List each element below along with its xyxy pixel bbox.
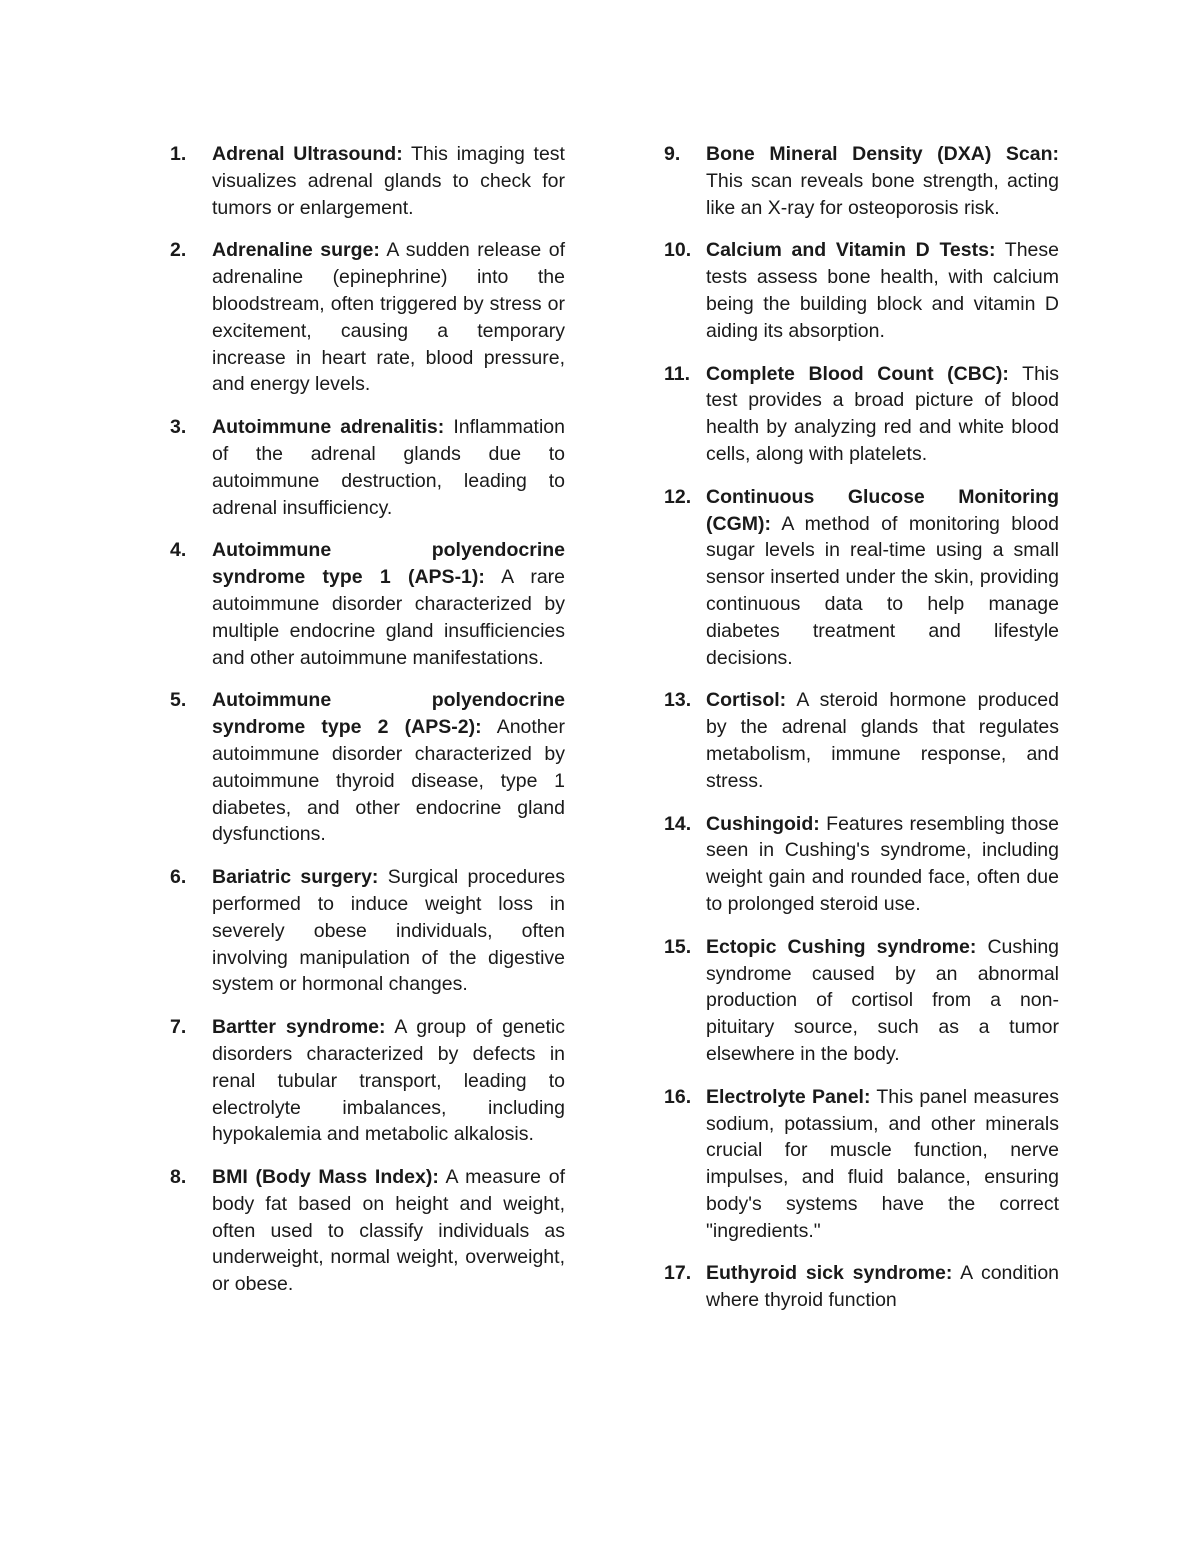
entry-description: These tests assess bone health, with calcium being the building block and vitamin D aiding its absorption. xyxy=(706,239,1059,342)
entry-number: 13. xyxy=(664,689,692,712)
glossary-entry xyxy=(170,687,565,848)
entry-term: BMI (Body Mass Index): xyxy=(212,1166,439,1189)
entry-term: Complete Blood Count (CBC): xyxy=(706,362,1009,385)
entry-description: A condition where thyroid function xyxy=(706,1262,1060,1312)
entry-number: 7. xyxy=(170,1016,187,1039)
glossary-entry xyxy=(664,811,1059,918)
entry-term: Euthyroid sick syndrome: xyxy=(706,1262,953,1285)
entry-term: Bariatric surgery: xyxy=(212,866,379,889)
entry-term: Ectopic Cushing syndrome: xyxy=(706,935,977,958)
entry-term: Autoimmune polyendocrine syndrome type 2 (APS-2): xyxy=(212,689,565,739)
entry-description: Inflammation of the adrenal glands due to autoimmune destruction, leading to adrenal insufficiency. xyxy=(212,416,565,519)
glossary-entry xyxy=(170,237,565,398)
entry-term: Continuous Glucose Monitoring (CGM): xyxy=(706,485,1059,535)
entry-term: Calcium and Vitamin D Tests: xyxy=(706,239,996,262)
glossary-entry xyxy=(664,237,1059,344)
glossary-entry xyxy=(664,934,1059,1068)
glossary-entry xyxy=(664,1084,1059,1245)
entry-term: Cushingoid: xyxy=(706,812,820,835)
entry-description: This panel measures sodium, potassium, and other minerals crucial for muscle function, nerve impulses, and fluid balance, ensuring body's systems have the correct "ingredients." xyxy=(706,1085,1059,1242)
glossary-entry xyxy=(170,864,565,998)
entry-number: 1. xyxy=(170,143,187,165)
entry-term: Autoimmune polyendocrine syndrome type 1 (APS-1): xyxy=(212,539,565,589)
entry-description: Another autoimmune disorder characterized by autoimmune thyroid disease, type 1 diabetes, and other endocrine gland dysfunctions. xyxy=(212,716,565,846)
glossary-entry xyxy=(170,141,565,221)
entry-term: Electrolyte Panel: xyxy=(706,1085,871,1108)
entry-term: Cortisol: xyxy=(706,689,787,712)
entry-term: Autoimmune adrenalitis: xyxy=(212,416,445,439)
entry-number: 17. xyxy=(664,1262,692,1285)
entry-description: Surgical procedures performed to induce weight loss in severely obese individuals, often involving manipulation of the digestive system or hormonal changes. xyxy=(212,866,565,996)
glossary-entry xyxy=(170,1014,565,1148)
entry-number: 4. xyxy=(170,539,187,562)
entry-description: A group of genetic disorders characterized by defects in renal tubular transport, leading to electrolyte imbalances, including hypokalemia and metabolic alkalosis. xyxy=(212,1016,566,1146)
entry-description: A sudden release of adrenaline (epinephrine) into the bloodstream, often triggered by stress or excitement, causing a temporary increase in heart rate, blood pressure, and energy levels. xyxy=(212,239,565,396)
entry-number: 8. xyxy=(170,1166,187,1189)
entry-number: 6. xyxy=(170,866,187,889)
glossary-entry xyxy=(664,141,1059,221)
entry-description: A measure of body fat based on height and weight, often used to classify individuals as underweight, normal weight, overweight, or obese. xyxy=(212,1166,565,1296)
entry-description: A rare autoimmune disorder characterized by multiple endocrine gland insufficiencies and other autoimmune manifestations. xyxy=(212,566,566,669)
glossary-entry xyxy=(170,414,565,521)
glossary-entry xyxy=(664,687,1059,794)
entry-number: 14. xyxy=(664,812,692,835)
right-column xyxy=(664,141,1059,1330)
entry-description: A steroid hormone produced by the adrenal glands that regulates metabolism, immune response, and stress. xyxy=(706,689,1059,792)
entry-number: 9. xyxy=(664,143,681,165)
entry-description: Features resembling those seen in Cushing's syndrome, including weight gain and rounded face, often due to prolonged steroid use. xyxy=(706,812,1060,915)
entry-term: Adrenal Ultrasound: xyxy=(212,143,403,165)
entry-term: Adrenaline surge: xyxy=(212,239,380,262)
entry-description: This scan reveals bone strength, acting like an X-ray for osteoporosis risk. xyxy=(706,169,1059,219)
entry-description: This test provides a broad picture of blood health by analyzing red and white blood cells, along with platelets. xyxy=(706,362,1059,465)
entry-term: Bone Mineral Density (DXA) Scan: xyxy=(706,143,1059,165)
entry-number: 16. xyxy=(664,1085,692,1108)
entry-description: Cushing syndrome caused by an abnormal production of cortisol from a non-pituitary source, such as a tumor elsewhere in the body. xyxy=(706,935,1060,1065)
glossary-entry xyxy=(664,361,1059,468)
entry-number: 10. xyxy=(664,239,692,262)
glossary-entry xyxy=(664,1260,1059,1314)
entry-number: 11. xyxy=(664,362,691,385)
glossary-entry xyxy=(170,1164,565,1298)
entry-number: 12. xyxy=(664,485,692,508)
glossary-entry xyxy=(170,537,565,671)
entry-number: 5. xyxy=(170,689,187,712)
entry-description: This imaging test visualizes adrenal glands to check for tumors or enlargement. xyxy=(212,143,565,219)
left-column xyxy=(170,141,565,1314)
entry-term: Bartter syndrome: xyxy=(212,1016,386,1039)
entry-number: 3. xyxy=(170,416,187,439)
entry-description: A method of monitoring blood sugar levels in real-time using a small sensor inserted under the skin, providing continuous data to help manage diabetes treatment and lifestyle decisions. xyxy=(706,512,1059,669)
entry-number: 15. xyxy=(664,935,692,958)
entry-number: 2. xyxy=(170,239,187,262)
glossary-entry xyxy=(664,484,1059,672)
